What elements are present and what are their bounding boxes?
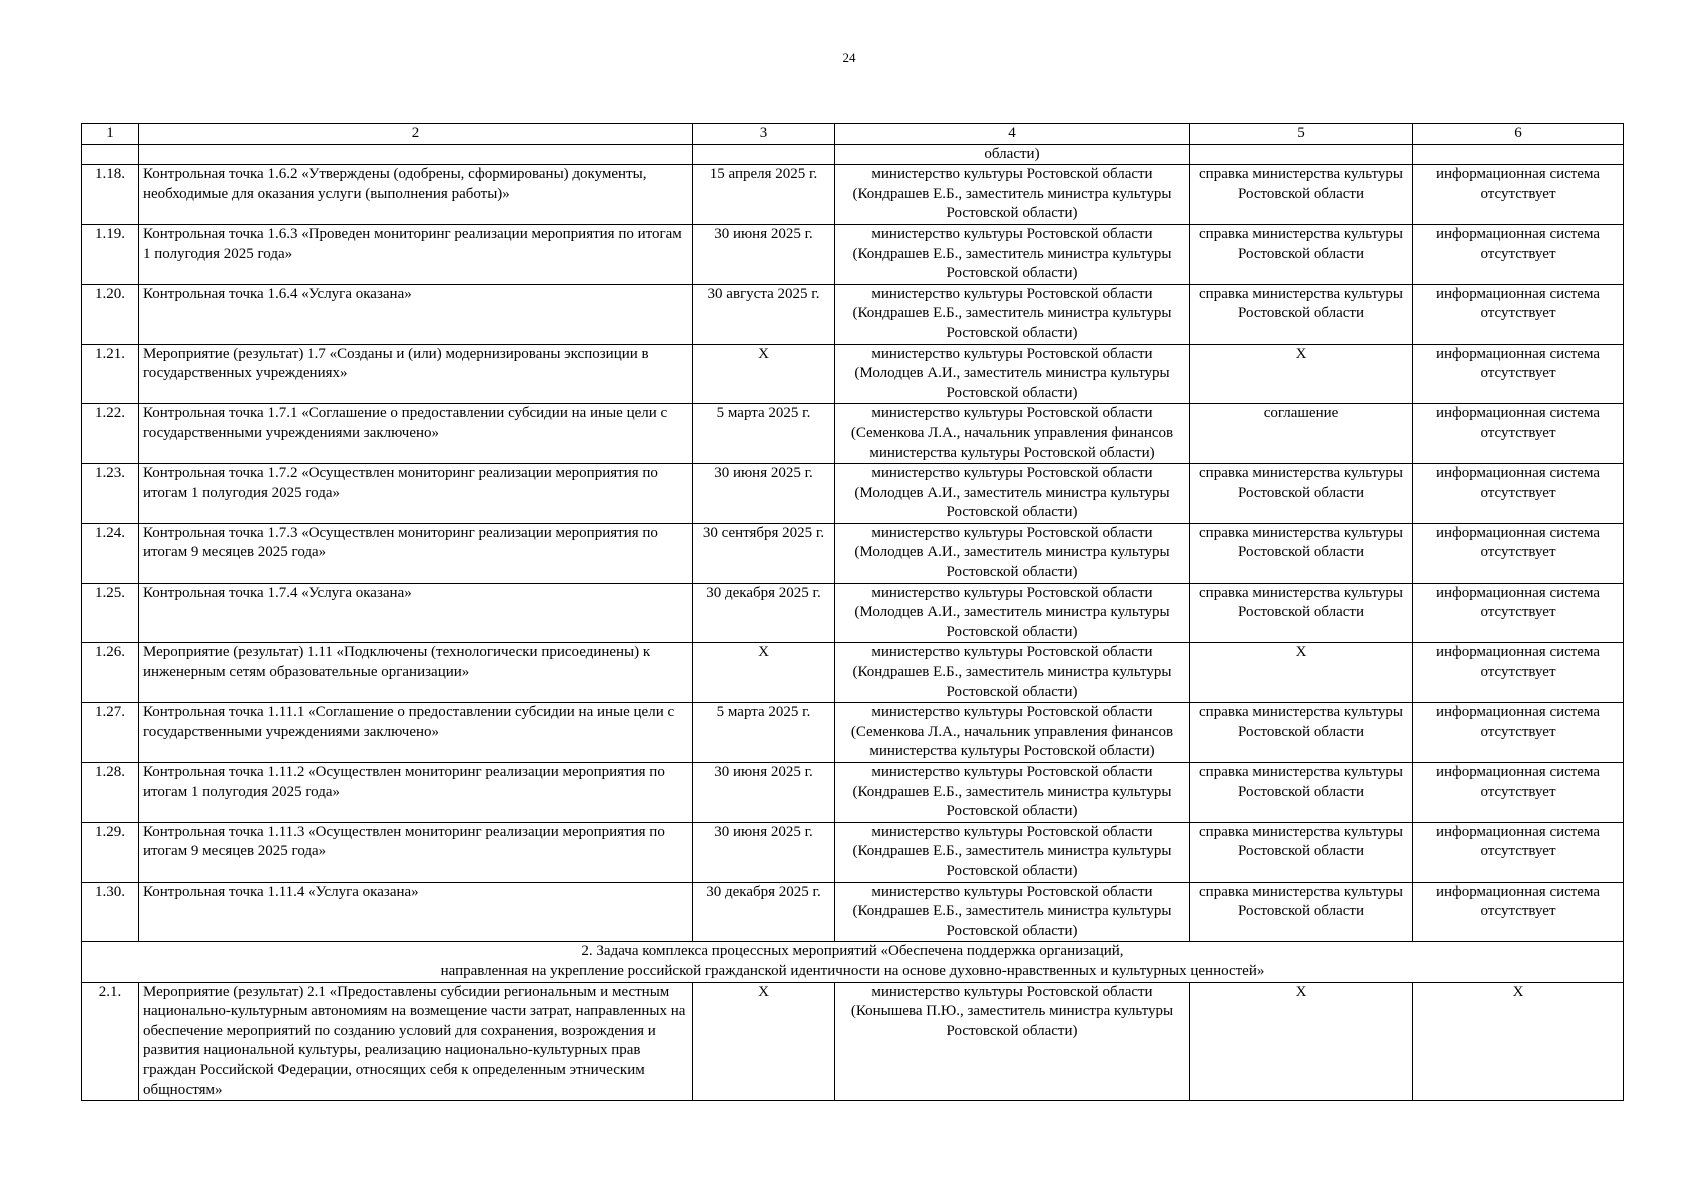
section-row <box>82 942 1624 982</box>
table-row <box>82 882 1624 942</box>
row-document: Х <box>1190 982 1413 1101</box>
row-responsible: министерство культуры Ростовской области (Кондрашев Е.Б., заместитель министра культуры Ростовской области) <box>835 822 1190 882</box>
cont-cell-resp: области) <box>835 144 1190 165</box>
row-info-system: информационная система отсутствует <box>1413 464 1624 524</box>
row-number: 1.22. <box>82 404 139 464</box>
header-cell: 6 <box>1413 124 1624 145</box>
row-description: Мероприятие (результат) 2.1 «Предоставлены субсидии региональным и местным национально-культурным автономиям на возмещение части затрат, направленных на обеспечение мероприятий по созданию условий для сохранения, возрождения и развития национальной культуры, реализацию национально-культурных прав граждан Российской Федерации, относящих себя к определенным этническим общностям» <box>139 982 693 1101</box>
row-info-system: информационная система отсутствует <box>1413 404 1624 464</box>
row-description: Мероприятие (результат) 1.11 «Подключены (технологически присоединены) к инженерным сетям образовательные организации» <box>139 643 693 703</box>
row-number: 1.25. <box>82 583 139 643</box>
row-document: справка министерства культуры Ростовской области <box>1190 822 1413 882</box>
row-responsible: министерство культуры Ростовской области (Кондрашев Е.Б., заместитель министра культуры Ростовской области) <box>835 165 1190 225</box>
table-row <box>82 763 1624 823</box>
row-description: Контрольная точка 1.11.3 «Осуществлен мониторинг реализации мероприятия по итогам 9 месяцев 2025 года» <box>139 822 693 882</box>
cont-cell-sys <box>1413 144 1624 165</box>
table-row <box>82 982 1624 1101</box>
row-document: справка министерства культуры Ростовской области <box>1190 523 1413 583</box>
row-description: Контрольная точка 1.11.1 «Соглашение о предоставлении субсидии на иные цели с государственными учреждениями заключено» <box>139 703 693 763</box>
row-deadline: Х <box>693 982 835 1101</box>
continuation-row <box>82 144 1624 165</box>
header-cell: 4 <box>835 124 1190 145</box>
row-document: справка министерства культуры Ростовской области <box>1190 464 1413 524</box>
row-deadline: 30 декабря 2025 г. <box>693 882 835 942</box>
row-responsible: министерство культуры Ростовской области (Семенкова Л.А., начальник управления финансов министерства культуры Ростовской области) <box>835 703 1190 763</box>
cont-cell-date <box>693 144 835 165</box>
row-deadline: 30 июня 2025 г. <box>693 464 835 524</box>
row-deadline: Х <box>693 643 835 703</box>
row-description: Контрольная точка 1.11.4 «Услуга оказана» <box>139 882 693 942</box>
table-row <box>82 404 1624 464</box>
row-description: Мероприятие (результат) 1.7 «Созданы и (или) модернизированы экспозиции в государственных учреждениях» <box>139 344 693 404</box>
row-number: 1.26. <box>82 643 139 703</box>
row-deadline: 30 августа 2025 г. <box>693 284 835 344</box>
page-number: 24 <box>842 50 856 65</box>
table-row <box>82 224 1624 284</box>
row-responsible: министерство культуры Ростовской области (Молодцев А.И., заместитель министра культуры Ростовской области) <box>835 464 1190 524</box>
row-responsible: министерство культуры Ростовской области (Конышева П.Ю., заместитель министра культуры Ростовской области) <box>835 982 1190 1101</box>
row-number: 1.23. <box>82 464 139 524</box>
row-description: Контрольная точка 1.6.4 «Услуга оказана» <box>139 284 693 344</box>
row-responsible: министерство культуры Ростовской области (Кондрашев Е.Б., заместитель министра культуры Ростовской области) <box>835 284 1190 344</box>
table-row <box>82 523 1624 583</box>
section-heading <box>82 942 1624 982</box>
row-responsible: министерство культуры Ростовской области (Кондрашев Е.Б., заместитель министра культуры Ростовской области) <box>835 763 1190 823</box>
row-description: Контрольная точка 1.7.3 «Осуществлен мониторинг реализации мероприятия по итогам 9 месяцев 2025 года» <box>139 523 693 583</box>
table-row <box>82 643 1624 703</box>
row-info-system: информационная система отсутствует <box>1413 224 1624 284</box>
row-deadline: 30 июня 2025 г. <box>693 224 835 284</box>
row-number: 1.21. <box>82 344 139 404</box>
header-row <box>82 124 1624 145</box>
row-info-system: информационная система отсутствует <box>1413 284 1624 344</box>
table-row <box>82 344 1624 404</box>
row-document: справка министерства культуры Ростовской области <box>1190 583 1413 643</box>
row-document: соглашение <box>1190 404 1413 464</box>
header-cell: 3 <box>693 124 835 145</box>
row-description: Контрольная точка 1.11.2 «Осуществлен мониторинг реализации мероприятия по итогам 1 полугодия 2025 года» <box>139 763 693 823</box>
row-document: справка министерства культуры Ростовской области <box>1190 165 1413 225</box>
row-document: справка министерства культуры Ростовской области <box>1190 703 1413 763</box>
row-deadline: 5 марта 2025 г. <box>693 703 835 763</box>
row-number: 1.29. <box>82 822 139 882</box>
row-responsible: министерство культуры Ростовской области (Семенкова Л.А., начальник управления финансов министерства культуры Ростовской области) <box>835 404 1190 464</box>
row-number: 2.1. <box>82 982 139 1101</box>
row-number: 1.24. <box>82 523 139 583</box>
row-document: справка министерства культуры Ростовской области <box>1190 284 1413 344</box>
row-info-system: информационная система отсутствует <box>1413 344 1624 404</box>
table-row <box>82 703 1624 763</box>
row-info-system: информационная система отсутствует <box>1413 165 1624 225</box>
header-cell: 5 <box>1190 124 1413 145</box>
row-responsible: министерство культуры Ростовской области (Кондрашев Е.Б., заместитель министра культуры Ростовской области) <box>835 882 1190 942</box>
row-number: 1.18. <box>82 165 139 225</box>
row-number: 1.27. <box>82 703 139 763</box>
row-info-system: информационная система отсутствует <box>1413 822 1624 882</box>
row-number: 1.20. <box>82 284 139 344</box>
row-deadline: 30 декабря 2025 г. <box>693 583 835 643</box>
row-document: Х <box>1190 344 1413 404</box>
row-responsible: министерство культуры Ростовской области (Молодцев А.И., заместитель министра культуры Ростовской области) <box>835 523 1190 583</box>
table-row <box>82 165 1624 225</box>
table-row <box>82 583 1624 643</box>
header-cell: 2 <box>139 124 693 145</box>
row-responsible: министерство культуры Ростовской области (Молодцев А.И., заместитель министра культуры Ростовской области) <box>835 583 1190 643</box>
row-description: Контрольная точка 1.6.3 «Проведен мониторинг реализации мероприятия по итогам 1 полугодия 2025 года» <box>139 224 693 284</box>
row-document: справка министерства культуры Ростовской области <box>1190 224 1413 284</box>
row-description: Контрольная точка 1.7.2 «Осуществлен мониторинг реализации мероприятия по итогам 1 полугодия 2025 года» <box>139 464 693 524</box>
row-document: Х <box>1190 643 1413 703</box>
row-responsible: министерство культуры Ростовской области (Кондрашев Е.Б., заместитель министра культуры Ростовской области) <box>835 643 1190 703</box>
row-description: Контрольная точка 1.7.1 «Соглашение о предоставлении субсидии на иные цели с государственными учреждениями заключено» <box>139 404 693 464</box>
row-responsible: министерство культуры Ростовской области (Кондрашев Е.Б., заместитель министра культуры Ростовской области) <box>835 224 1190 284</box>
row-info-system: информационная система отсутствует <box>1413 523 1624 583</box>
row-deadline: Х <box>693 344 835 404</box>
row-info-system: информационная система отсутствует <box>1413 643 1624 703</box>
section-heading-line: 2. Задача комплекса процессных мероприятий «Обеспечена поддержка организаций, <box>581 943 1124 960</box>
row-info-system: информационная система отсутствует <box>1413 703 1624 763</box>
row-info-system: информационная система отсутствует <box>1413 882 1624 942</box>
table-row <box>82 822 1624 882</box>
row-info-system: Х <box>1413 982 1624 1101</box>
row-description: Контрольная точка 1.7.4 «Услуга оказана» <box>139 583 693 643</box>
header-cell: 1 <box>82 124 139 145</box>
cont-cell-num <box>82 144 139 165</box>
table-row <box>82 284 1624 344</box>
section-heading-line: направленная на укрепление российской гражданской идентичности на основе духовно-нравственных и культурных ценностей» <box>440 962 1265 979</box>
row-deadline: 5 марта 2025 г. <box>693 404 835 464</box>
row-document: справка министерства культуры Ростовской области <box>1190 763 1413 823</box>
row-document: справка министерства культуры Ростовской области <box>1190 882 1413 942</box>
row-description: Контрольная точка 1.6.2 «Утверждены (одобрены, сформированы) документы, необходимые для оказания услуги (выполнения работы)» <box>139 165 693 225</box>
row-number: 1.28. <box>82 763 139 823</box>
table-row <box>82 464 1624 524</box>
cont-cell-desc <box>139 144 693 165</box>
row-deadline: 15 апреля 2025 г. <box>693 165 835 225</box>
row-info-system: информационная система отсутствует <box>1413 763 1624 823</box>
row-info-system: информационная система отсутствует <box>1413 583 1624 643</box>
row-deadline: 30 июня 2025 г. <box>693 763 835 823</box>
row-responsible: министерство культуры Ростовской области (Молодцев А.И., заместитель министра культуры Ростовской области) <box>835 344 1190 404</box>
row-deadline: 30 сентября 2025 г. <box>693 523 835 583</box>
row-number: 1.30. <box>82 882 139 942</box>
row-number: 1.19. <box>82 224 139 284</box>
row-deadline: 30 июня 2025 г. <box>693 822 835 882</box>
measures-table <box>81 123 1624 1101</box>
cont-cell-doc <box>1190 144 1413 165</box>
